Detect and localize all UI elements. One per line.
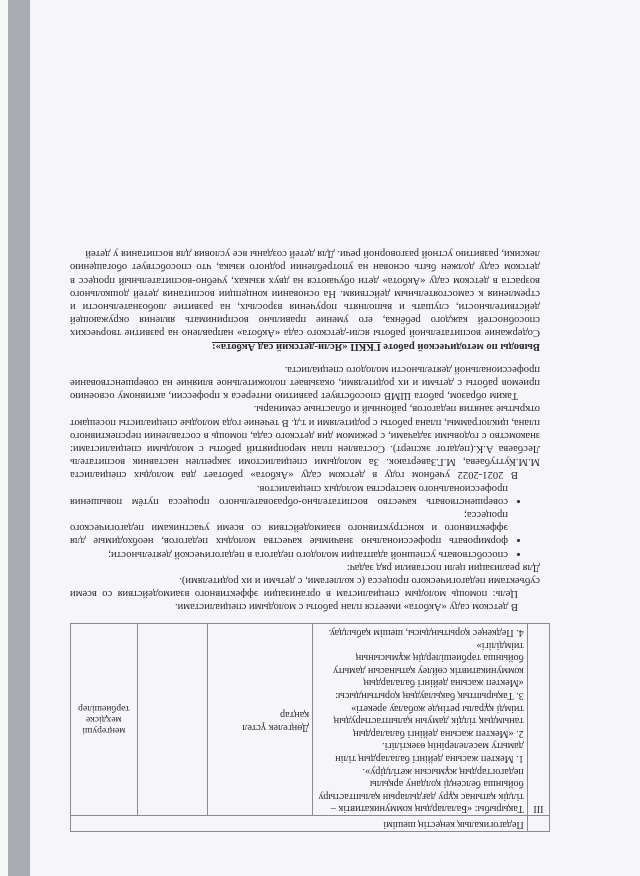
table-header-row <box>71 816 550 832</box>
responsible-cell: меңгеруші меҳдіске тәрбиешілер <box>71 624 138 816</box>
paragraph-summary: Таким образом, работа ШМВ способствует развитию интереса к профессии, активному освоению приемов работы с детьми и их родителями, оказывает положительное влияние на совершенствование профессиональной деятельности молодого специалиста. <box>70 363 540 402</box>
scanner-edge <box>8 0 30 876</box>
conclusion-title: Выводы по методической работе <box>380 340 540 352</box>
agenda-cell <box>313 624 528 816</box>
conclusion-heading <box>70 339 540 352</box>
paragraph-goal: Цель: помощь молодым специалистам в организации эффективного взаимодействия со всеми субъектами педагогического процесса (с коллегами, с детьми и их родителями). <box>70 575 540 600</box>
paragraph-conclusion: Содержание воспитательной работы ясли-детского сада «Акбота» направлено на развитие творческих способностей каждого ребёнка, его умение правильно воспринимать явления окружающей действительности, слушать и выполнять поручения взрослых, на развитие любознательности и стремления к самостоятельным действиям. На основании концепции воспитания детей дошкольного возраста в детском саду «Акбота» дети обучаются на двух языках, учебно-воспитательный процесс в детском саду должен быть основан на употреблении родного языка, что способствует обогащению лексики, развитию устной разговорной речи. Для детей созданы все условия для воспитания у детей <box>70 248 540 339</box>
task-item: • совершенствовать качество воспитательно-образовательного процесса путём повышения профессионального мастерства молодых специалистов. <box>70 481 508 507</box>
task-item: • способствовать успешной адаптации молодого педагога в педагогической деятельности; <box>70 547 508 560</box>
tasks-list <box>70 481 540 560</box>
section-number: III <box>527 624 549 816</box>
form-and-date-cell: Дөңгелек үстел қаңтар <box>208 624 313 816</box>
paragraph-plan: В детском саду «Акбота» имеется план работы с молодыми специалистами. <box>174 601 518 613</box>
table-header-cell: Педагогикалық кеңестің шешімі <box>71 816 528 832</box>
document-page <box>70 247 544 846</box>
agenda-item: 4. Педкеңес қорытындысы, шешім қабылдау. <box>328 627 524 639</box>
table-row <box>71 624 550 816</box>
agenda-topic: Тақырыбы: «Балалардың коммуникативтік – тілдік қатынас құру дағдыларын қалыптастыру бойынша белсенді қолдану арқылы педагогтардың жұмысын жетілдіру». <box>318 765 524 815</box>
task-item: • формировать профессионально значимые качества молодых педагогов, необходимые для эффективного и конструктивного взаимодействия со всеми участниками педагогического процесса; <box>70 508 508 548</box>
agenda-item: 2. «Мектеп жасына дейінгі балалардың танымдық тілдік дамуын қалыптастырудың тиімді құралы ретінде жобалау әрекеті» <box>333 702 524 739</box>
agenda-item: 1. Мектеп жасына дейінгі балалардың тілін дамыту мәселелерінің өзектілігі. <box>335 740 524 765</box>
paragraph-tasks-intro: Для реализации цели поставили ряд задач: <box>346 561 540 573</box>
agenda-item: 3. Тақырыптық бақылаудың қорытындысы: «Мектеп жасына дейінгі балалардың коммуникативтік сөйлеу қатынасын дамыту бойынша тәрбиешілердің жұмысының тиімділігі» <box>332 639 524 702</box>
council-plan-table <box>70 624 550 833</box>
empty-cell <box>137 624 208 816</box>
table-cell-empty <box>527 816 549 832</box>
conclusion-org: ГККП «Ясли-детский сад Акбота»: <box>212 340 381 352</box>
paragraph-young-specialists: В 2021-2022 учебном году в детском саду «Акбота» работает два молодых специалиста М.М.Куттубаева, М.Г.Завертаюк. За молодыми специалистоми закреплен наставник воспитатель Лесбаева А.К.(педагог эксперт). Составлен план мероприятий работы с молодыми специалистами: знакомство с годовыми задачами, с режимом дня детского сада, помощь в составлении перспективного плана, циклограммы, плана работы с родителями и т.д. В течение года молодые специалисты посещают открытые занятия педагогов, районный и областные семинары. <box>70 403 540 481</box>
